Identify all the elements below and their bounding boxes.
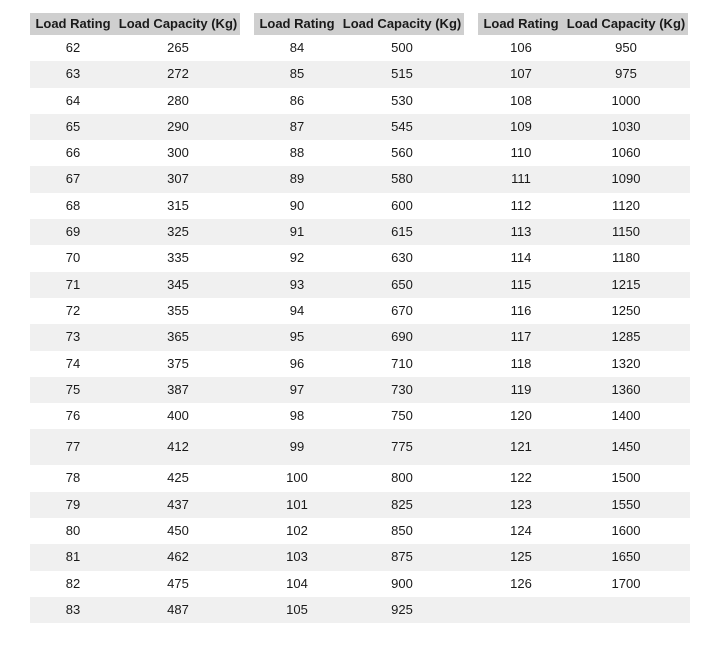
cell-load-capacity: 265 (167, 40, 189, 55)
cell-load-capacity: 1285 (611, 329, 641, 345)
cell-load-capacity: 875 (391, 549, 413, 565)
cell-spacer (464, 35, 478, 61)
cell-load-capacity: 365 (167, 329, 189, 345)
cell-load-capacity: 1360 (611, 381, 641, 397)
cell-spacer (240, 298, 254, 324)
cell-load-rating: 105 (286, 601, 308, 617)
cell-load-rating (478, 597, 564, 623)
cell-spacer (464, 219, 478, 245)
table-row (30, 298, 690, 324)
cell-load-capacity: 280 (167, 92, 189, 108)
cell-load-rating: 68 (65, 197, 81, 213)
header-spacer (240, 13, 254, 35)
cell-spacer (240, 492, 254, 518)
cell-load-capacity: 730 (391, 381, 413, 397)
cell-load-rating: 124 (510, 523, 532, 539)
cell-spacer (464, 245, 478, 271)
cell-load-capacity: 1060 (611, 145, 641, 161)
cell-load-rating: 82 (65, 575, 81, 591)
cell-spacer (464, 166, 478, 192)
cell-load-rating: 75 (65, 381, 81, 397)
cell-load-capacity: 290 (167, 118, 189, 134)
cell-load-capacity: 325 (167, 224, 189, 240)
cell-load-rating: 65 (65, 118, 81, 134)
cell-load-capacity: 975 (615, 66, 637, 82)
cell-load-rating: 97 (289, 381, 305, 397)
cell-load-capacity: 272 (167, 66, 189, 82)
cell-spacer (240, 88, 254, 114)
cell-load-capacity: 475 (167, 575, 189, 591)
cell-load-capacity: 335 (167, 250, 189, 266)
cell-spacer (240, 166, 254, 192)
cell-spacer (464, 88, 478, 114)
cell-load-capacity: 710 (391, 355, 413, 371)
cell-load-capacity: 355 (167, 302, 189, 318)
cell-spacer (464, 544, 478, 570)
cell-load-rating: 95 (289, 329, 305, 345)
cell-spacer (240, 597, 254, 623)
cell-spacer (464, 429, 478, 465)
cell-load-rating: 91 (289, 224, 305, 240)
table-header-row (30, 13, 690, 35)
cell-spacer (464, 140, 478, 166)
cell-load-rating: 110 (510, 145, 532, 161)
cell-load-rating: 74 (65, 355, 81, 371)
cell-load-capacity: 530 (391, 92, 413, 108)
cell-spacer (240, 61, 254, 87)
cell-load-rating: 120 (510, 408, 532, 424)
cell-load-rating: 108 (510, 92, 532, 108)
cell-load-rating: 64 (65, 92, 81, 108)
cell-load-rating: 85 (289, 66, 305, 82)
cell-load-capacity: 1030 (611, 118, 641, 134)
cell-load-rating: 87 (289, 118, 305, 134)
cell-load-rating: 90 (289, 197, 305, 213)
cell-load-rating: 69 (65, 224, 81, 240)
table-row (30, 140, 690, 166)
cell-load-rating: 125 (510, 549, 532, 565)
table-row (30, 166, 690, 192)
cell-load-rating: 72 (65, 302, 81, 318)
cell-load-rating: 113 (510, 224, 532, 240)
cell-spacer (240, 518, 254, 544)
table-row (30, 61, 690, 87)
cell-load-rating: 70 (65, 250, 81, 266)
cell-spacer (240, 140, 254, 166)
cell-load-capacity: 1550 (611, 496, 641, 512)
cell-load-capacity: 515 (391, 66, 413, 82)
cell-load-capacity: 670 (391, 302, 413, 318)
cell-load-capacity: 1150 (612, 224, 640, 240)
cell-load-capacity: 775 (391, 439, 413, 455)
cell-load-capacity: 307 (167, 171, 189, 187)
table-row (30, 544, 690, 570)
cell-load-rating: 107 (510, 66, 532, 82)
cell-spacer (464, 571, 478, 597)
cell-spacer (464, 377, 478, 403)
cell-spacer (240, 571, 254, 597)
cell-spacer (240, 351, 254, 377)
cell-load-capacity: 825 (391, 496, 413, 512)
cell-spacer (240, 219, 254, 245)
header-spacer (464, 13, 478, 35)
cell-load-rating: 79 (65, 496, 81, 512)
cell-spacer (464, 518, 478, 544)
cell-spacer (240, 403, 254, 429)
table-row (30, 403, 690, 429)
cell-load-rating: 109 (510, 118, 532, 134)
cell-spacer (464, 403, 478, 429)
cell-load-rating: 71 (65, 276, 81, 292)
cell-spacer (240, 193, 254, 219)
table-row (30, 351, 690, 377)
cell-load-rating: 77 (65, 439, 81, 455)
cell-load-rating: 76 (65, 408, 81, 424)
table-row (30, 35, 690, 61)
cell-load-rating: 126 (510, 575, 532, 591)
cell-load-rating: 119 (510, 381, 532, 397)
cell-load-rating: 67 (65, 171, 81, 187)
cell-spacer (464, 193, 478, 219)
cell-load-rating: 103 (286, 549, 308, 565)
cell-spacer (464, 597, 478, 623)
cell-spacer (240, 114, 254, 140)
table-row (30, 492, 690, 518)
cell-spacer (240, 35, 254, 61)
table-row (30, 245, 690, 271)
cell-spacer (240, 544, 254, 570)
cell-load-capacity: 1000 (611, 92, 641, 108)
table-body (30, 35, 690, 623)
header-load-rating: Load Rating (254, 13, 340, 35)
cell-load-capacity: 925 (391, 601, 413, 617)
cell-load-capacity: 650 (391, 276, 413, 292)
header-load-capacity: Load Capacity (Kg) (340, 13, 464, 35)
header-load-rating: Load Rating (30, 13, 116, 35)
cell-load-rating: 115 (510, 276, 532, 292)
cell-load-capacity: 850 (391, 523, 413, 539)
table-row (30, 114, 690, 140)
cell-load-capacity: 630 (391, 250, 413, 266)
table-row (30, 571, 690, 597)
table-row (30, 324, 690, 350)
header-load-rating: Load Rating (478, 13, 564, 35)
table-row (30, 465, 690, 491)
cell-load-capacity: 1250 (611, 302, 641, 318)
table-row (30, 429, 690, 465)
cell-load-capacity: 560 (391, 145, 413, 161)
cell-load-capacity (564, 597, 688, 623)
cell-load-rating: 93 (289, 276, 305, 292)
cell-load-capacity: 600 (391, 197, 413, 213)
cell-spacer (240, 245, 254, 271)
cell-load-rating: 99 (289, 439, 305, 455)
cell-load-capacity: 950 (615, 40, 637, 55)
cell-load-capacity: 1700 (611, 575, 641, 591)
cell-spacer (240, 272, 254, 298)
cell-load-rating: 86 (289, 92, 305, 108)
cell-load-capacity: 1650 (611, 549, 641, 565)
cell-load-rating: 102 (286, 523, 308, 539)
cell-load-capacity: 545 (391, 118, 413, 134)
cell-load-capacity: 462 (167, 549, 189, 565)
header-load-capacity: Load Capacity (Kg) (116, 13, 240, 35)
cell-load-capacity: 450 (167, 523, 189, 539)
table-row (30, 377, 690, 403)
cell-load-capacity: 437 (167, 496, 189, 512)
cell-load-capacity: 750 (391, 408, 413, 424)
cell-load-capacity: 900 (391, 575, 413, 591)
cell-load-rating: 123 (510, 496, 532, 512)
cell-load-rating: 96 (289, 355, 305, 371)
header-load-capacity: Load Capacity (Kg) (564, 13, 688, 35)
cell-load-rating: 81 (65, 549, 81, 565)
table-row (30, 518, 690, 544)
table-row (30, 88, 690, 114)
cell-load-rating: 122 (510, 470, 532, 486)
cell-load-capacity: 487 (167, 601, 189, 617)
cell-spacer (464, 351, 478, 377)
cell-load-capacity: 425 (167, 470, 189, 486)
cell-load-capacity: 1120 (612, 197, 640, 213)
cell-spacer (240, 324, 254, 350)
cell-load-capacity: 1500 (611, 470, 641, 486)
cell-spacer (464, 61, 478, 87)
cell-spacer (464, 272, 478, 298)
cell-load-capacity: 345 (167, 276, 189, 292)
cell-load-rating: 101 (286, 496, 308, 512)
table-row (30, 272, 690, 298)
cell-load-capacity: 375 (167, 355, 189, 371)
load-rating-table (30, 13, 690, 623)
cell-load-rating: 117 (510, 329, 532, 345)
cell-load-rating: 78 (65, 470, 81, 486)
cell-load-capacity: 615 (391, 224, 413, 240)
cell-spacer (240, 377, 254, 403)
cell-load-capacity: 387 (167, 381, 189, 397)
cell-load-capacity: 1400 (611, 408, 641, 424)
table-row (30, 193, 690, 219)
cell-load-rating: 116 (510, 302, 532, 318)
cell-load-capacity: 500 (391, 40, 413, 55)
cell-spacer (240, 429, 254, 465)
cell-load-rating: 98 (289, 408, 305, 424)
cell-load-capacity: 690 (391, 329, 413, 345)
cell-load-rating: 66 (65, 145, 81, 161)
cell-load-rating: 83 (65, 601, 81, 617)
cell-load-rating: 63 (65, 66, 81, 82)
cell-load-rating: 89 (289, 171, 305, 187)
cell-load-capacity: 315 (167, 197, 189, 213)
cell-load-rating: 88 (289, 145, 305, 161)
cell-load-rating: 121 (510, 439, 532, 455)
table-row (30, 219, 690, 245)
cell-load-capacity: 1600 (611, 523, 641, 539)
cell-load-capacity: 1090 (611, 171, 641, 187)
cell-spacer (464, 465, 478, 491)
cell-load-rating: 114 (510, 250, 532, 266)
cell-load-capacity: 800 (391, 470, 413, 486)
cell-load-capacity: 400 (167, 408, 189, 424)
cell-load-rating: 100 (286, 470, 308, 486)
cell-load-capacity: 1215 (611, 276, 641, 292)
cell-load-capacity: 412 (167, 439, 189, 455)
cell-load-capacity: 1180 (612, 250, 640, 266)
cell-spacer (240, 465, 254, 491)
cell-spacer (464, 114, 478, 140)
table-row (30, 597, 690, 623)
cell-load-capacity: 1320 (611, 355, 641, 371)
cell-load-rating: 80 (65, 523, 81, 539)
cell-load-capacity: 1450 (611, 439, 641, 455)
cell-load-rating: 104 (286, 575, 308, 591)
cell-load-rating: 112 (510, 197, 532, 213)
cell-load-capacity: 300 (167, 145, 189, 161)
cell-load-capacity: 580 (391, 171, 413, 187)
cell-load-rating: 73 (65, 329, 81, 345)
cell-load-rating: 118 (510, 355, 532, 371)
cell-load-rating: 62 (65, 40, 81, 55)
cell-load-rating: 94 (289, 302, 305, 318)
cell-spacer (464, 324, 478, 350)
cell-spacer (464, 492, 478, 518)
cell-load-rating: 84 (289, 40, 305, 55)
cell-load-rating: 92 (289, 250, 305, 266)
cell-load-rating: 111 (511, 171, 531, 187)
cell-load-rating: 106 (510, 40, 532, 55)
cell-spacer (464, 298, 478, 324)
